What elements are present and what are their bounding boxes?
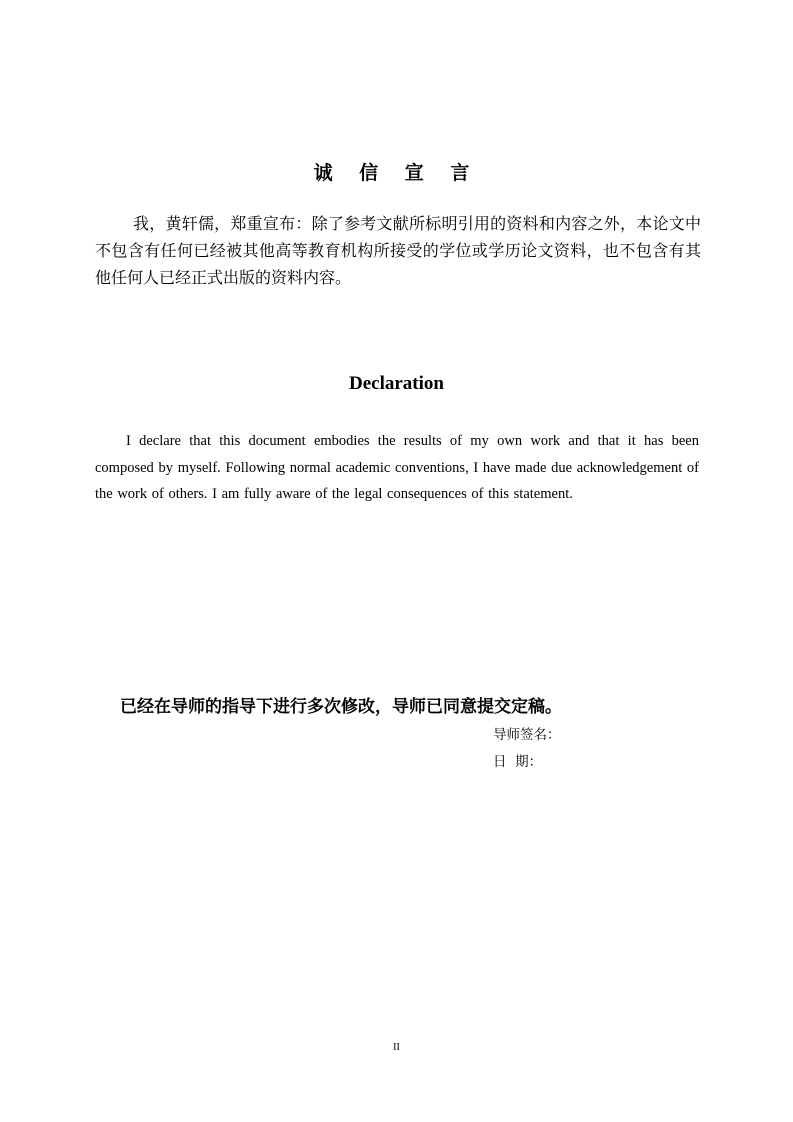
chinese-declaration-title: 诚 信 宣 言	[313, 162, 480, 184]
advisor-approval-note: 已经在导师的指导下进行多次修改，导师已同意提交定稿。	[120, 697, 562, 717]
advisor-date-label: 日 期：	[493, 754, 543, 770]
english-declaration-body: I declare that this document embodies the results of my own work and that it has been composed by myself. Following normal academic conventions, I have made due acknowledgement of the work of others. I am fully aware of the legal consequences of this statement.	[95, 433, 699, 502]
english-declaration-title: Declaration	[349, 373, 444, 394]
page-number: II	[393, 1042, 400, 1053]
advisor-signature-label: 导师签名：	[493, 727, 561, 743]
chinese-declaration-body: 我，黄轩儒，郑重宣布：除了参考文献所标明引用的资料和内容之外，本论文中不包含有任何已经被其他高等教育机构所接受的学位或学历论文资料，也不包含有其他任何人已经正式出版的资料内容。	[95, 214, 701, 287]
